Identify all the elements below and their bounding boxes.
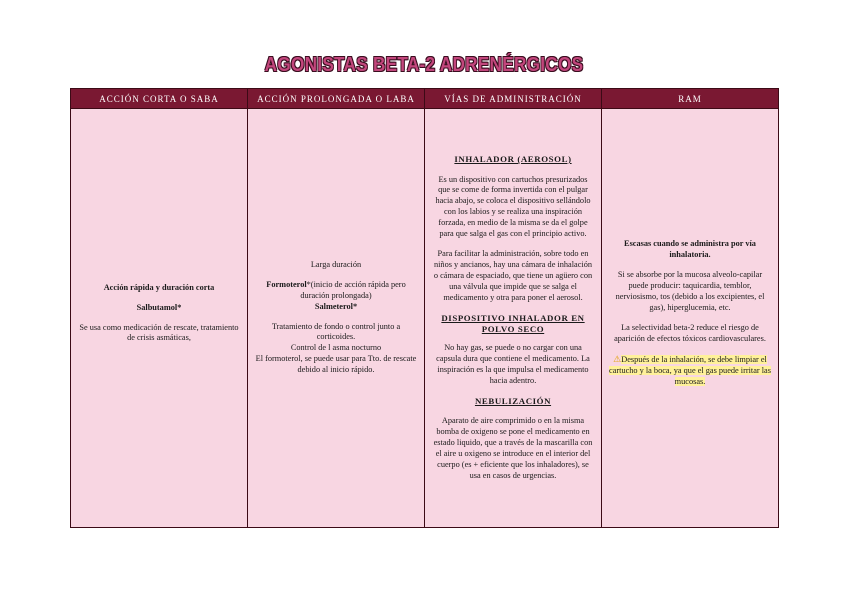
inhaler-desc: Es un dispositivo con cartuchos presurizados que se come de forma invertida con el pulgar hacia abajo, se coloca el dispositivo sellándolo con los labios y se realiza una inspiración forzada, en medio de la misma se da el golpe para que salga el gas con el principio activo. — [435, 174, 591, 239]
vias-cell — [425, 109, 602, 528]
dry-powder-title: DISPOSITIVO INHALADOR EN POLVO SECO — [441, 312, 585, 335]
ram-absorb: Si se absorbe por la mucosa alveolo-capilar puede producir: taquicardia, temblor, nerviosismo, tos (debido a los excipientes, el gas), hiperglucemia, etc. — [615, 270, 765, 313]
dry-powder-desc: No hay gas, se puede o no cargar con una capsula dura que contiene el medicamento. La inspiración es la que impulsa el medicamento hacia adentro. — [436, 343, 590, 385]
laba-drug2: Salmeterol* — [314, 301, 358, 311]
content-row — [71, 109, 779, 528]
ram-intro: Escasas cuando se administra por vía inhalatoria. — [624, 239, 756, 260]
header-saba: ACCIÓN CORTA O SABA — [71, 89, 248, 109]
laba-duration: Larga duración — [310, 259, 362, 269]
laba-drugs — [255, 280, 417, 313]
inhaler-children: Para facilitar la administración, sobre todo en niños y ancianos, hay una cámara de inhalación o cámara de espaciado, que tiene un agüero con una válvula que impide que se salga el medicamento y otra para poner el aerosol. — [433, 249, 593, 302]
laba-rescue: El formoterol, se puede usar para Tto. de rescate debido al inicio rápido. — [255, 354, 417, 375]
header-row — [71, 89, 779, 109]
laba-cell — [248, 109, 425, 528]
laba-drug1-desc: *(inicio de acción rápida pero duración prolongada) — [300, 279, 406, 300]
laba-drug1: Formoterol — [266, 279, 307, 289]
saba-line1: Acción rápida y duración corta — [103, 282, 215, 292]
beta2-table — [70, 88, 779, 528]
inhaler-title: INHALADOR (AEROSOL) — [454, 153, 572, 164]
laba-treatment: Tratamiento de fondo o control junto a corticoides. — [271, 321, 401, 342]
nebulization-desc: Aparato de aire comprimido o en la misma bomba de oxigeno se pone el medicamento en estado liquido, que a través de la mascarilla con el aire u oxigeno se introduce en el interior del cuerpo (es + eficiente que los inhaladores), se usa en casos de urgencias. — [433, 416, 593, 481]
header-vias: VÍAS DE ADMINISTRACIÓN — [425, 89, 602, 109]
saba-cell — [71, 109, 248, 528]
saba-drug: Salbutamol* — [136, 302, 182, 312]
header-laba: ACCIÓN PROLONGADA O LABA — [248, 89, 425, 109]
ram-warning: Después de la inhalación, se debe limpiar el cartucho y la boca, ya que el gas puede irritar las mucosas. — [609, 354, 771, 386]
ram-selectivity: La selectividad beta-2 reduce el riesgo de aparición de efectos tóxicos cardiovasculares. — [614, 322, 766, 343]
warning-icon: ⚠ — [613, 353, 622, 364]
header-ram: RAM — [602, 89, 779, 109]
ram-warning-block — [609, 354, 771, 388]
laba-control: Control de l asma nocturno — [290, 343, 382, 353]
nebulization-title: NEBULIZACIÓN — [474, 395, 552, 406]
saba-desc: Se usa como medicación de rescate, tratamiento de crisis asmáticas, — [79, 322, 239, 343]
page-title: AGONISTAS BETA-2 ADRENÉRGICOS — [264, 54, 584, 76]
ram-cell — [602, 109, 779, 528]
